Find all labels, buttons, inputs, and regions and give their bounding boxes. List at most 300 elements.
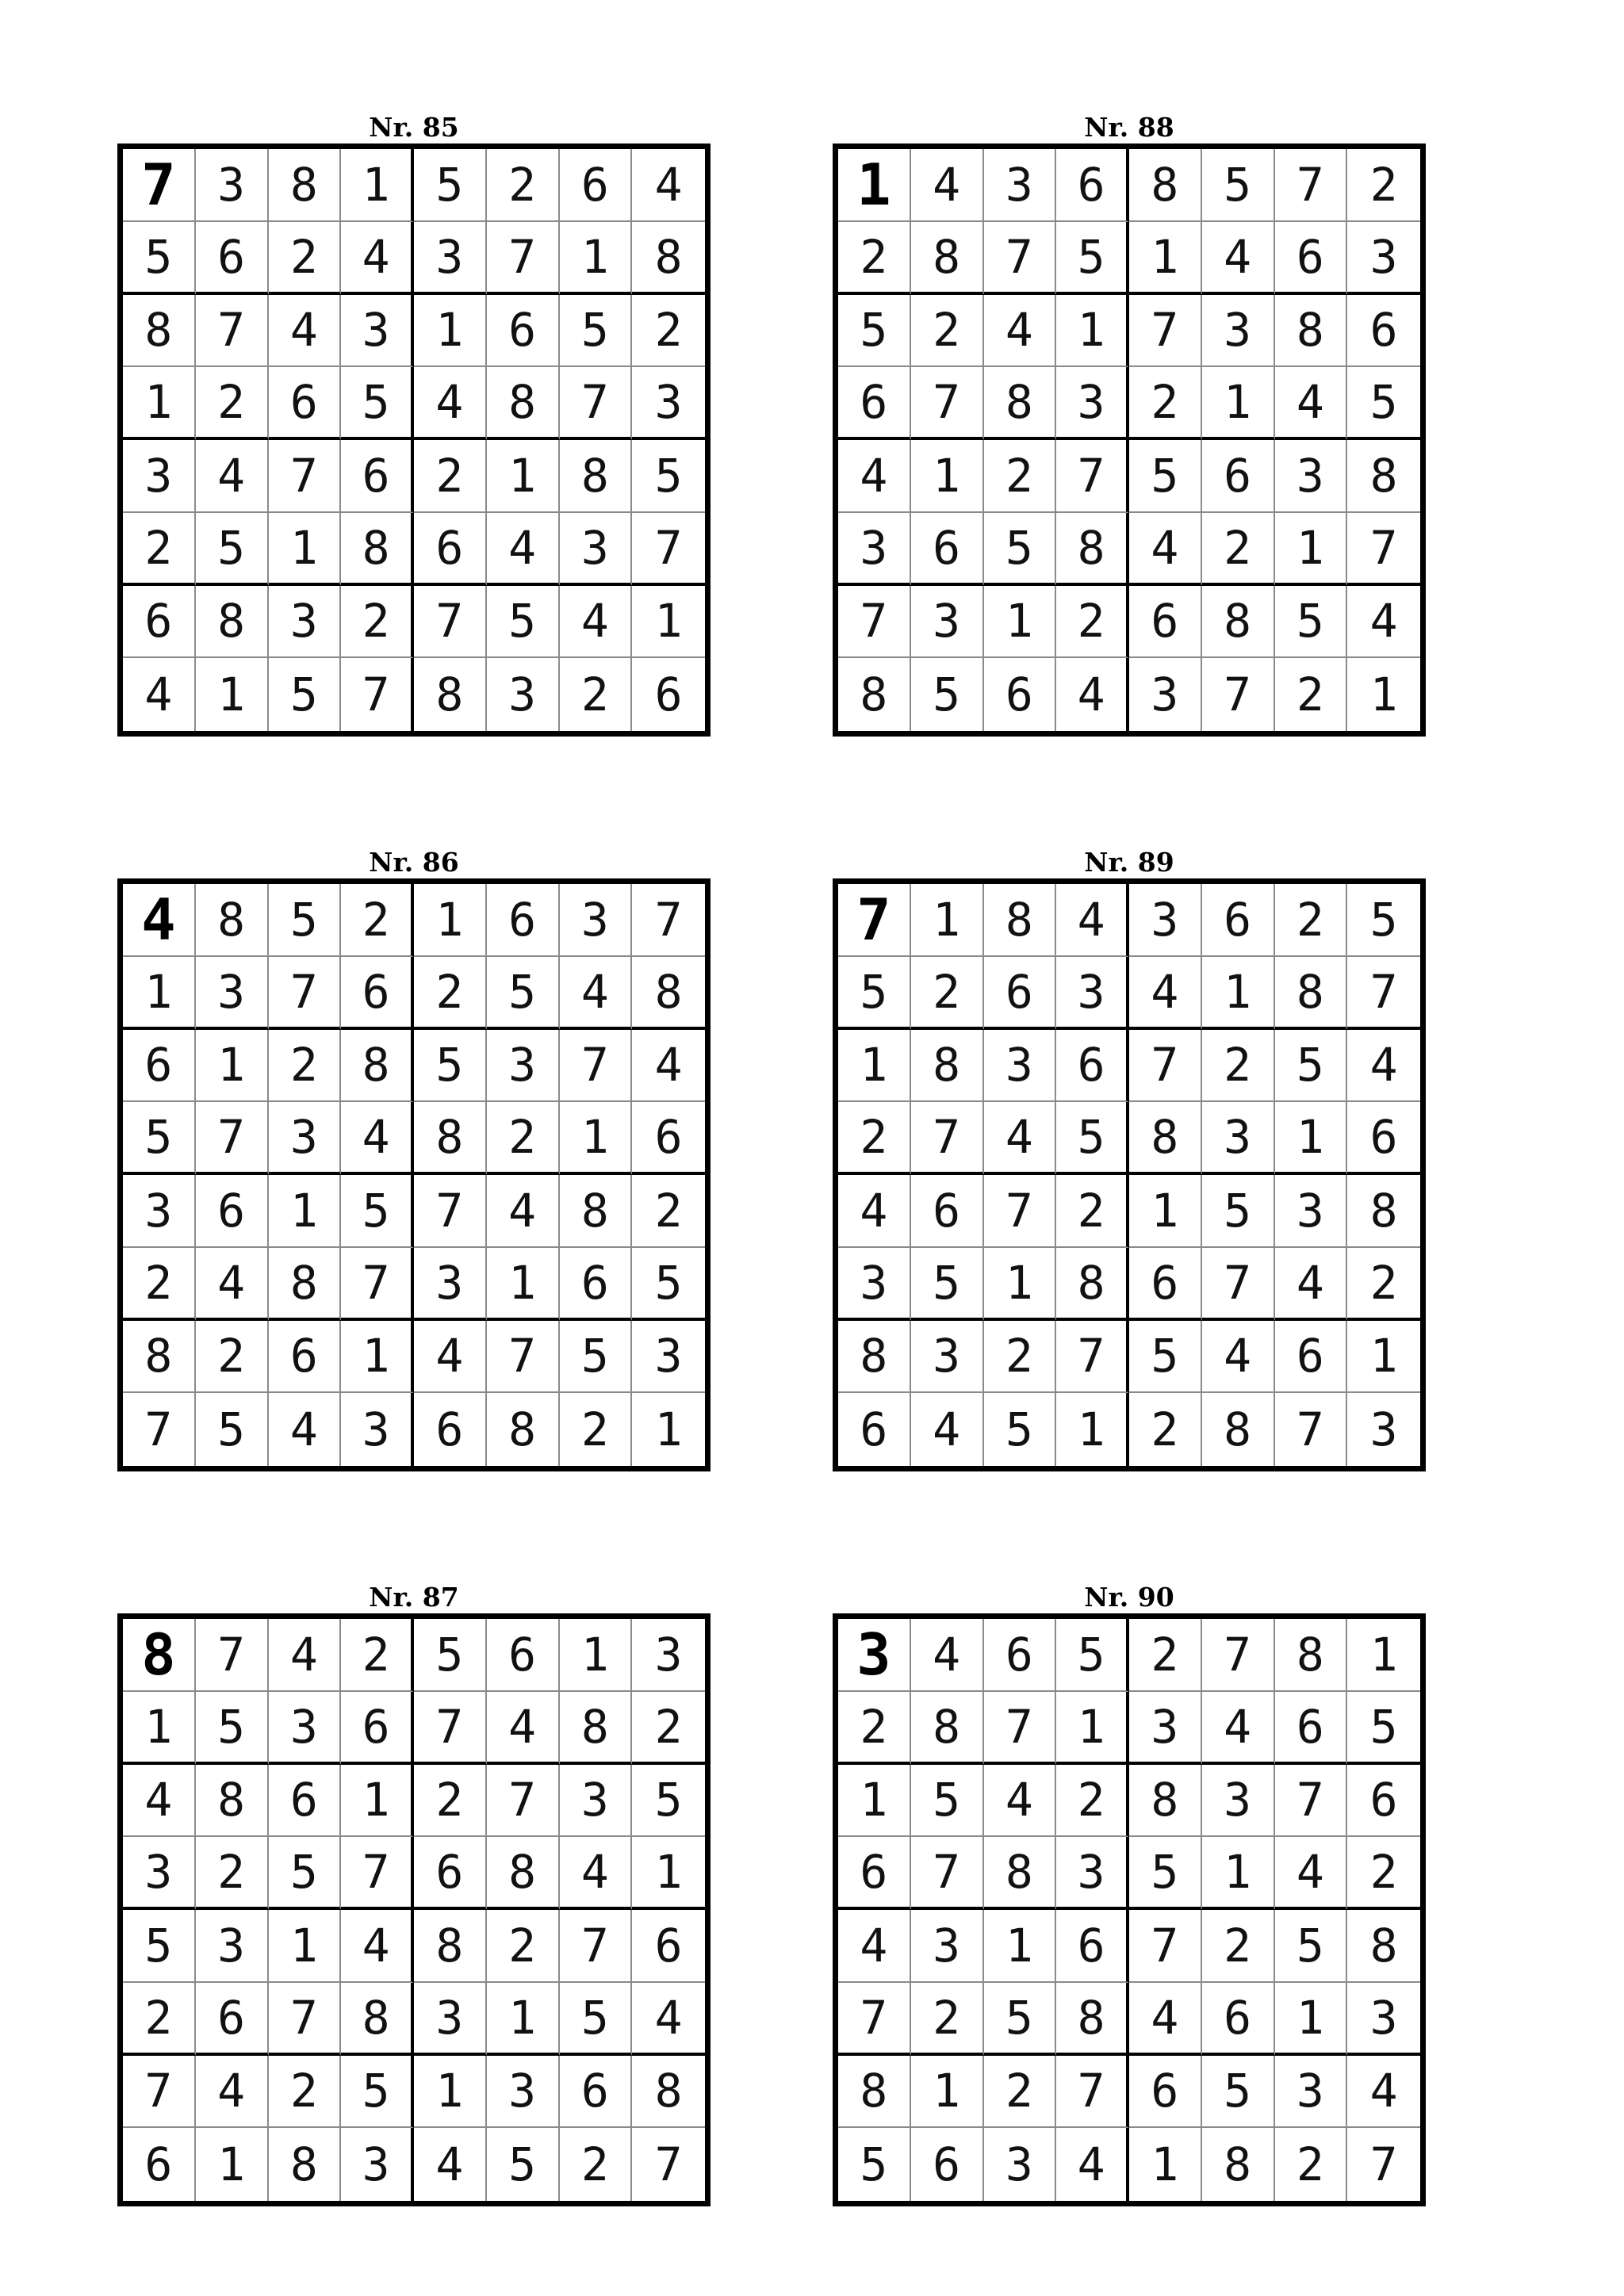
grid-cell: 8 <box>632 957 705 1030</box>
grid-cell: 8 <box>1056 1983 1129 2056</box>
grid-cell: 4 <box>487 1692 560 1765</box>
grid-cell: 6 <box>123 2128 196 2201</box>
grid-cell: 3 <box>560 1765 633 1838</box>
grid-cell: 7 <box>632 884 705 957</box>
grid-cell: 8 <box>1347 1175 1420 1248</box>
grid-cell: 2 <box>911 957 984 1030</box>
grid-cell: 1 <box>1056 1393 1129 1466</box>
grid-cell: 7 <box>560 1910 633 1983</box>
grid-cell: 1 <box>560 1102 633 1175</box>
grid-cell: 7 <box>984 1692 1057 1765</box>
grid-cell: 7 <box>984 1175 1057 1248</box>
grid-cell: 7 <box>560 1030 633 1103</box>
grid-cell: 4 <box>269 1619 342 1692</box>
grid-cell: 6 <box>1347 295 1420 368</box>
grid-cell: 7 <box>560 367 633 440</box>
grid-cell: 2 <box>632 1175 705 1248</box>
grid-cell: 3 <box>1275 1175 1348 1248</box>
grid-cell: 6 <box>1275 1321 1348 1394</box>
grid-cell: 3 <box>1275 440 1348 513</box>
grid-cell: 4 <box>1202 1321 1275 1394</box>
grid-cell: 4 <box>1347 586 1420 659</box>
grid-cell: 2 <box>560 1393 633 1466</box>
grid-cell: 7 <box>487 1765 560 1838</box>
grid-cell: 1 <box>1347 1321 1420 1394</box>
grid-cell: 4 <box>414 367 487 440</box>
grid-cell: 1 <box>414 295 487 368</box>
grid-cell: 3 <box>123 1175 196 1248</box>
puzzle-title: Nr. 86 <box>369 847 459 878</box>
grid-cell: 2 <box>1056 1765 1129 1838</box>
grid-cell: 8 <box>560 440 633 513</box>
grid-cell: 2 <box>911 295 984 368</box>
grid-cell: 8 <box>414 1102 487 1175</box>
grid-cell: 4 <box>632 1983 705 2056</box>
grid-cell: 2 <box>487 1910 560 1983</box>
grid-cell: 3 <box>487 2056 560 2129</box>
grid-cell: 6 <box>911 2128 984 2201</box>
grid-cell: 1 <box>123 957 196 1030</box>
grid-cell: 8 <box>838 2056 911 2129</box>
given-cell: 3 <box>838 1619 911 1692</box>
sudoku-grid <box>833 1613 1426 2206</box>
grid-cell: 8 <box>1129 1765 1202 1838</box>
sudoku-grid <box>833 878 1426 1471</box>
grid-cell: 1 <box>1129 222 1202 295</box>
grid-cell: 8 <box>414 658 487 731</box>
grid-cell: 5 <box>1275 1030 1348 1103</box>
grid-cell: 3 <box>196 149 269 222</box>
grid-cell: 1 <box>269 1175 342 1248</box>
grid-cell: 7 <box>984 222 1057 295</box>
grid-cell: 8 <box>269 1248 342 1321</box>
grid-cell: 2 <box>1056 586 1129 659</box>
grid-cell: 5 <box>1347 884 1420 957</box>
grid-cell: 4 <box>341 222 414 295</box>
grid-cell: 8 <box>984 884 1057 957</box>
grid-cell: 6 <box>196 222 269 295</box>
grid-cell: 8 <box>1202 2128 1275 2201</box>
grid-cell: 7 <box>911 367 984 440</box>
grid-cell: 3 <box>1202 295 1275 368</box>
grid-cell: 8 <box>123 1321 196 1394</box>
grid-cell: 4 <box>341 1910 414 1983</box>
grid-cell: 1 <box>341 149 414 222</box>
grid-cell: 5 <box>632 1248 705 1321</box>
grid-cell: 3 <box>560 884 633 957</box>
grid-cell: 1 <box>838 1765 911 1838</box>
grid-cell: 4 <box>1129 957 1202 1030</box>
grid-cell: 1 <box>560 222 633 295</box>
grid-cell: 5 <box>1202 1175 1275 1248</box>
grid-cell: 6 <box>487 884 560 957</box>
grid-cell: 3 <box>632 1619 705 1692</box>
grid-cell: 4 <box>1347 1030 1420 1103</box>
grid-cell: 1 <box>196 658 269 731</box>
grid-cell: 6 <box>1202 884 1275 957</box>
grid-cell: 8 <box>1056 1248 1129 1321</box>
grid-cell: 8 <box>1275 295 1348 368</box>
grid-cell: 2 <box>1275 658 1348 731</box>
grid-cell: 7 <box>1347 957 1420 1030</box>
grid-cell: 2 <box>123 1983 196 2056</box>
grid-cell: 3 <box>911 586 984 659</box>
grid-cell: 4 <box>487 513 560 586</box>
grid-cell: 5 <box>123 1910 196 1983</box>
puzzle-title: Nr. 88 <box>1084 112 1174 143</box>
grid-cell: 7 <box>654 2137 683 2192</box>
grid-cell: 7 <box>341 658 414 731</box>
grid-cell: 1 <box>911 440 984 513</box>
grid-cell: 2 <box>269 1030 342 1103</box>
grid-cell: 5 <box>984 1983 1057 2056</box>
grid-cell: 2 <box>341 884 414 957</box>
grid-cell: 4 <box>269 295 342 368</box>
grid-cell: 6 <box>196 1983 269 2056</box>
grid-cell: 6 <box>1056 149 1129 222</box>
grid-cell: 6 <box>1275 1692 1348 1765</box>
grid-cell: 4 <box>560 586 633 659</box>
grid-cell: 8 <box>123 295 196 368</box>
grid-cell: 4 <box>196 1248 269 1321</box>
grid-cell: 1 <box>654 1402 683 1457</box>
grid-cell: 1 <box>341 1765 414 1838</box>
grid-cell: 5 <box>123 222 196 295</box>
grid-cell: 5 <box>1347 367 1420 440</box>
grid-cell: 3 <box>269 1102 342 1175</box>
grid-cell: 2 <box>1275 2128 1348 2201</box>
grid-cell: 6 <box>269 1765 342 1838</box>
grid-cell: 4 <box>1056 884 1129 957</box>
grid-cell: 1 <box>487 1983 560 2056</box>
grid-cell: 8 <box>269 149 342 222</box>
grid-cell: 3 <box>1129 658 1202 731</box>
grid-cell: 1 <box>1202 367 1275 440</box>
grid-cell: 5 <box>1056 1619 1129 1692</box>
grid-cell: 1 <box>1347 1619 1420 1692</box>
grid-cell: 6 <box>838 1393 911 1466</box>
grid-cell: 2 <box>1056 1175 1129 1248</box>
grid-cell: 2 <box>269 2056 342 2129</box>
grid-cell: 8 <box>487 367 560 440</box>
grid-cell: 4 <box>984 1765 1057 1838</box>
grid-cell: 2 <box>123 513 196 586</box>
grid-cell: 4 <box>984 1102 1057 1175</box>
grid-cell: 5 <box>414 1030 487 1103</box>
grid-cell: 8 <box>632 222 705 295</box>
grid-cell: 6 <box>1202 1983 1275 2056</box>
grid-cell: 6 <box>1056 1910 1129 1983</box>
grid-cell: 5 <box>487 957 560 1030</box>
given-cell: 7 <box>123 149 196 222</box>
grid-cell: 7 <box>269 957 342 1030</box>
grid-cell: 4 <box>414 2128 487 2201</box>
grid-cell: 5 <box>1129 1837 1202 1910</box>
grid-cell: 2 <box>1202 513 1275 586</box>
grid-cell: 8 <box>838 658 911 731</box>
grid-cell: 8 <box>911 222 984 295</box>
grid-cell: 8 <box>838 1321 911 1394</box>
grid-cell: 1 <box>414 884 487 957</box>
grid-cell: 4 <box>1202 222 1275 295</box>
grid-cell: 6 <box>984 658 1057 731</box>
grid-cell: 1 <box>984 1910 1057 1983</box>
grid-cell: 8 <box>196 586 269 659</box>
grid-cell: 1 <box>196 1030 269 1103</box>
given-cell: 1 <box>838 149 911 222</box>
grid-cell: 7 <box>1129 1910 1202 1983</box>
grid-cell: 6 <box>560 2056 633 2129</box>
grid-cell: 6 <box>632 1910 705 1983</box>
puzzle-title: Nr. 87 <box>369 1582 459 1613</box>
grid-cell: 6 <box>414 513 487 586</box>
grid-cell: 8 <box>1202 1393 1275 1466</box>
grid-cell: 3 <box>269 586 342 659</box>
grid-cell: 4 <box>1129 513 1202 586</box>
grid-cell: 2 <box>1275 884 1348 957</box>
grid-cell: 3 <box>414 222 487 295</box>
grid-cell: 8 <box>560 1175 633 1248</box>
grid-cell: 8 <box>1347 1910 1420 1983</box>
grid-cell: 7 <box>269 440 342 513</box>
grid-cell: 8 <box>1056 513 1129 586</box>
grid-cell: 5 <box>269 884 342 957</box>
grid-cell: 8 <box>1129 1102 1202 1175</box>
grid-cell: 6 <box>487 1619 560 1692</box>
grid-cell: 7 <box>196 1102 269 1175</box>
grid-cell: 6 <box>911 1175 984 1248</box>
grid-cell: 2 <box>414 440 487 513</box>
grid-cell: 2 <box>487 149 560 222</box>
grid-cell: 5 <box>123 1102 196 1175</box>
grid-cell: 7 <box>1369 2137 1398 2192</box>
grid-cell: 1 <box>487 1248 560 1321</box>
grid-cell: 6 <box>984 1619 1057 1692</box>
grid-cell: 3 <box>984 2128 1057 2201</box>
grid-cell: 2 <box>196 367 269 440</box>
grid-cell: 6 <box>838 367 911 440</box>
grid-cell: 3 <box>414 1248 487 1321</box>
grid-cell: 4 <box>341 1102 414 1175</box>
grid-cell: 5 <box>560 295 633 368</box>
grid-cell: 3 <box>341 295 414 368</box>
grid-cell: 7 <box>1202 658 1275 731</box>
grid-cell: 7 <box>487 222 560 295</box>
grid-cell: 1 <box>1275 1102 1348 1175</box>
puzzle-title: Nr. 89 <box>1084 847 1174 878</box>
grid-cell: 2 <box>911 1983 984 2056</box>
grid-cell: 4 <box>911 1393 984 1466</box>
grid-cell: 6 <box>123 1030 196 1103</box>
grid-cell: 7 <box>1347 513 1420 586</box>
grid-cell: 5 <box>838 2128 911 2201</box>
grid-cell: 7 <box>911 1837 984 1910</box>
grid-cell: 8 <box>632 2056 705 2129</box>
grid-cell: 5 <box>487 586 560 659</box>
grid-cell: 2 <box>414 1765 487 1838</box>
grid-cell: 6 <box>341 957 414 1030</box>
grid-cell: 4 <box>1275 1837 1348 1910</box>
grid-cell: 8 <box>269 2128 342 2201</box>
grid-cell: 8 <box>414 1910 487 1983</box>
grid-cell: 1 <box>984 586 1057 659</box>
grid-cell: 7 <box>341 1837 414 1910</box>
grid-cell: 6 <box>341 440 414 513</box>
grid-cell: 4 <box>487 1175 560 1248</box>
grid-cell: 1 <box>1202 957 1275 1030</box>
grid-cell: 8 <box>196 884 269 957</box>
grid-cell: 8 <box>1129 149 1202 222</box>
grid-cell: 7 <box>341 1248 414 1321</box>
grid-cell: 7 <box>1202 1619 1275 1692</box>
grid-cell: 3 <box>632 367 705 440</box>
grid-cell: 8 <box>1275 1619 1348 1692</box>
grid-cell: 6 <box>984 957 1057 1030</box>
grid-cell: 3 <box>341 1393 414 1466</box>
grid-cell: 5 <box>984 1393 1057 1466</box>
grid-cell: 1 <box>1369 668 1398 722</box>
grid-cell: 6 <box>1129 586 1202 659</box>
grid-cell: 1 <box>269 513 342 586</box>
grid-cell: 7 <box>196 295 269 368</box>
grid-cell: 6 <box>654 668 683 722</box>
grid-cell: 3 <box>1347 1983 1420 2056</box>
grid-cell: 6 <box>1202 440 1275 513</box>
grid-cell: 6 <box>1275 222 1348 295</box>
grid-cell: 3 <box>1129 1692 1202 1765</box>
grid-cell: 4 <box>1275 367 1348 440</box>
grid-cell: 5 <box>269 1837 342 1910</box>
grid-cell: 5 <box>341 1175 414 1248</box>
grid-cell: 7 <box>1275 149 1348 222</box>
grid-cell: 2 <box>414 957 487 1030</box>
given-cell: 8 <box>123 1619 196 1692</box>
grid-cell: 2 <box>1129 367 1202 440</box>
grid-cell: 1 <box>414 2056 487 2129</box>
grid-cell: 6 <box>414 1837 487 1910</box>
grid-cell: 4 <box>560 1837 633 1910</box>
grid-cell: 4 <box>196 440 269 513</box>
grid-cell: 5 <box>632 440 705 513</box>
grid-cell: 2 <box>560 658 633 731</box>
grid-cell: 3 <box>1275 2056 1348 2129</box>
grid-cell: 4 <box>911 1619 984 1692</box>
grid-cell: 3 <box>341 2128 414 2201</box>
grid-cell: 3 <box>123 1837 196 1910</box>
grid-cell: 1 <box>1056 1692 1129 1765</box>
grid-cell: 4 <box>984 295 1057 368</box>
grid-cell: 3 <box>560 513 633 586</box>
grid-cell: 5 <box>196 1393 269 1466</box>
grid-cell: 4 <box>1056 658 1129 731</box>
grid-cell: 1 <box>1275 513 1348 586</box>
grid-cell: 6 <box>1129 1248 1202 1321</box>
grid-cell: 3 <box>196 1910 269 1983</box>
grid-cell: 3 <box>1202 1765 1275 1838</box>
grid-cell: 7 <box>414 586 487 659</box>
sudoku-grid <box>117 1613 710 2206</box>
grid-cell: 1 <box>341 1321 414 1394</box>
grid-cell: 4 <box>838 440 911 513</box>
grid-cell: 5 <box>911 658 984 731</box>
grid-cell: 6 <box>123 586 196 659</box>
grid-cell: 2 <box>1347 1837 1420 1910</box>
grid-cell: 5 <box>1202 2056 1275 2129</box>
grid-cell: 3 <box>1056 957 1129 1030</box>
grid-cell: 3 <box>269 1692 342 1765</box>
grid-cell: 3 <box>1056 367 1129 440</box>
grid-cell: 5 <box>1056 222 1129 295</box>
grid-cell: 1 <box>1275 1983 1348 2056</box>
grid-cell: 7 <box>1056 440 1129 513</box>
grid-cell: 2 <box>632 295 705 368</box>
grid-cell: 5 <box>196 513 269 586</box>
grid-cell: 8 <box>984 1837 1057 1910</box>
puzzle-title: Nr. 90 <box>1084 1582 1174 1613</box>
grid-cell: 7 <box>414 1175 487 1248</box>
grid-cell: 7 <box>1056 1321 1129 1394</box>
grid-cell: 3 <box>984 149 1057 222</box>
grid-cell: 3 <box>414 1983 487 2056</box>
grid-cell: 2 <box>487 1102 560 1175</box>
grid-cell: 2 <box>1202 1910 1275 1983</box>
grid-cell: 2 <box>196 1837 269 1910</box>
grid-cell: 6 <box>1129 2056 1202 2129</box>
grid-cell: 3 <box>984 1030 1057 1103</box>
grid-cell: 3 <box>911 1910 984 1983</box>
grid-cell: 4 <box>838 1910 911 1983</box>
grid-cell: 6 <box>838 1837 911 1910</box>
grid-cell: 5 <box>1347 1692 1420 1765</box>
grid-cell: 7 <box>414 1692 487 1765</box>
grid-cell: 1 <box>1202 1837 1275 1910</box>
grid-cell: 2 <box>560 2128 633 2201</box>
grid-cell: 1 <box>560 1619 633 1692</box>
grid-cell: 7 <box>911 1102 984 1175</box>
grid-cell: 3 <box>1369 1402 1398 1457</box>
grid-cell: 3 <box>1129 884 1202 957</box>
grid-cell: 3 <box>123 440 196 513</box>
grid-cell: 5 <box>487 2128 560 2201</box>
grid-cell: 2 <box>838 1692 911 1765</box>
grid-cell: 6 <box>632 1102 705 1175</box>
grid-cell: 6 <box>341 1692 414 1765</box>
grid-cell: 6 <box>196 1175 269 1248</box>
grid-cell: 1 <box>123 367 196 440</box>
grid-cell: 7 <box>1129 1030 1202 1103</box>
grid-cell: 3 <box>911 1321 984 1394</box>
given-cell: 4 <box>123 884 196 957</box>
grid-cell: 4 <box>123 658 196 731</box>
grid-cell: 7 <box>123 1393 196 1466</box>
grid-cell: 4 <box>632 1030 705 1103</box>
grid-cell: 2 <box>123 1248 196 1321</box>
grid-cell: 5 <box>414 149 487 222</box>
grid-cell: 8 <box>1347 440 1420 513</box>
grid-cell: 8 <box>984 367 1057 440</box>
grid-cell: 7 <box>487 1321 560 1394</box>
grid-cell: 7 <box>1202 1248 1275 1321</box>
grid-cell: 5 <box>269 658 342 731</box>
grid-cell: 2 <box>1129 1393 1202 1466</box>
grid-cell: 4 <box>911 149 984 222</box>
grid-cell: 3 <box>632 1321 705 1394</box>
grid-cell: 4 <box>632 149 705 222</box>
grid-cell: 4 <box>838 1175 911 1248</box>
grid-cell: 7 <box>1275 1393 1348 1466</box>
grid-cell: 7 <box>838 1983 911 2056</box>
grid-cell: 4 <box>1347 2056 1420 2129</box>
